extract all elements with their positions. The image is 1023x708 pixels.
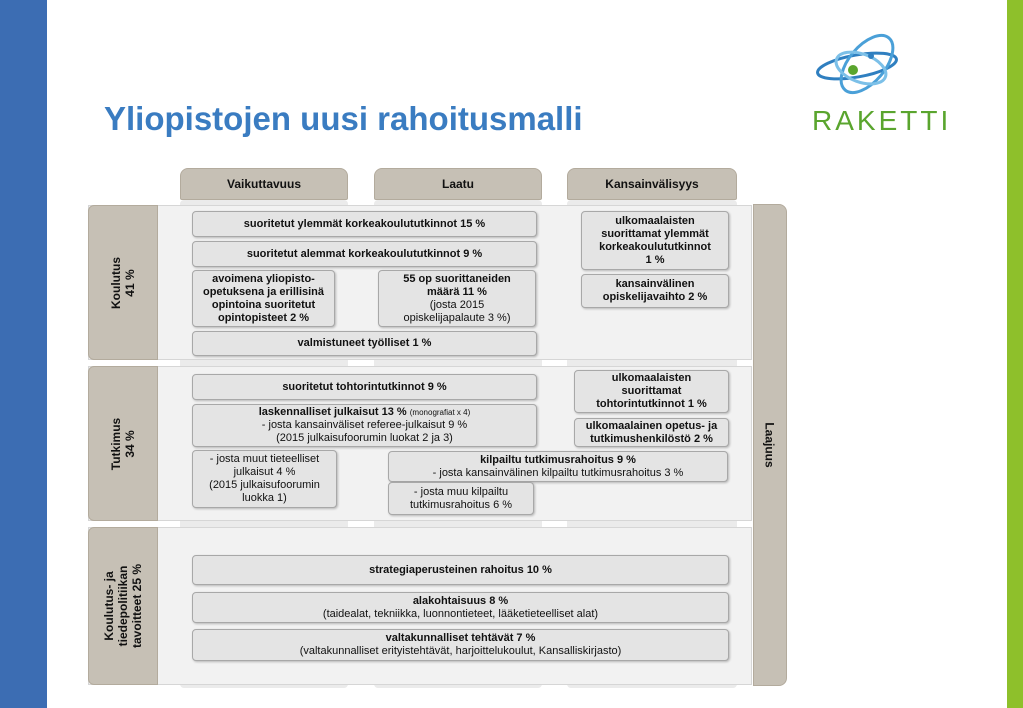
row-label-tutkimus bbox=[88, 366, 158, 521]
box-55op-l2: määrä 11 % bbox=[427, 285, 487, 298]
box-alemmat-text: suoritetut alemmat korkeakoulututkinnot 9 % bbox=[246, 247, 483, 260]
column-header-laatu: Laatu bbox=[374, 168, 542, 200]
box-julkaisut-l1-small: (monografiat x 4) bbox=[409, 408, 471, 417]
box-strategia-text: strategiaperusteinen rahoitus 10 % bbox=[369, 563, 552, 576]
row-label-koulutus-line1: Koulutus bbox=[109, 256, 123, 309]
logo-text: RAKETTI bbox=[812, 105, 952, 136]
box-ulk-tohtori-l2: suorittamat bbox=[621, 385, 682, 397]
box-valtak-l2: (valtakunnalliset erityistehtävät, harjoittelukoulut, Kansalliskirjasto) bbox=[299, 645, 622, 657]
box-tyolliset-text: valmistuneet työlliset 1 % bbox=[297, 337, 432, 349]
laajuus-label: Laajuus bbox=[763, 422, 778, 468]
box-ulk-ylemmat-l2: suorittamat ylemmät bbox=[601, 227, 709, 240]
row-label-koulutus-line2: 41 % bbox=[123, 268, 137, 297]
page-title: Yliopistojen uusi rahoitusmalli bbox=[104, 100, 583, 137]
box-kilpailtu-l1: kilpailtu tutkimusrahoitus 9 % bbox=[480, 453, 636, 466]
box-ulk-ylemmat-l4: 1 % bbox=[645, 253, 665, 266]
box-vaihto-l2: opiskelijavaihto 2 % bbox=[602, 291, 708, 303]
box-julkaisut-l3: (2015 julkaisufoorumin luokat 2 ja 3) bbox=[276, 432, 453, 444]
box-ulk-tohtori bbox=[574, 370, 729, 413]
box-55op-l4: opiskelijapalaute 3 %) bbox=[403, 311, 511, 324]
row-label-politiikka-line2: tiedepolitiikan bbox=[116, 565, 130, 647]
box-muu-kilp-l1: - josta muu kilpailtu bbox=[413, 485, 509, 498]
box-55op-l3: (josta 2015 bbox=[429, 298, 485, 311]
box-muut-julk-l3: (2015 julkaisufoorumin bbox=[209, 479, 320, 491]
box-tohtori bbox=[192, 374, 537, 400]
box-avoin-opetus bbox=[192, 270, 335, 327]
box-ulk-henk-l1: ulkomaalainen opetus- ja bbox=[585, 419, 718, 432]
box-avoin-l3: opintoina suoritetut bbox=[211, 298, 316, 311]
box-vaihto bbox=[581, 274, 729, 308]
box-ulk-ylemmat bbox=[581, 211, 729, 270]
box-julkaisut-l2: - josta kansainväliset referee-julkaisut 9 % bbox=[261, 419, 468, 431]
laajuus-tab bbox=[753, 204, 787, 686]
row-label-politiikka bbox=[88, 527, 158, 685]
box-muut-julk-l4: luokka 1) bbox=[242, 492, 287, 504]
box-muut-julk-l2: julkaisut 4 % bbox=[233, 466, 296, 478]
box-55op bbox=[378, 270, 536, 327]
box-valtak-l1: valtakunnalliset tehtävät 7 % bbox=[385, 632, 536, 644]
row-label-politiikka-line3: tavoitteet 25 % bbox=[130, 563, 144, 649]
row-label-tutkimus-line1: Tutkimus bbox=[108, 417, 123, 470]
box-ulk-ylemmat-l1: ulkomaalaisten bbox=[615, 214, 695, 227]
box-muut-julkaisut bbox=[192, 450, 337, 508]
box-strategia bbox=[192, 555, 729, 585]
box-avoin-l1: avoimena yliopisto- bbox=[212, 272, 315, 285]
column-header-vaikuttavuus: Vaikuttavuus bbox=[180, 168, 348, 200]
box-muut-julk-l1: - josta muut tieteelliset bbox=[209, 453, 320, 465]
box-alakohtaisuus bbox=[192, 592, 729, 623]
box-avoin-l2: opetuksena ja erillisinä bbox=[202, 285, 325, 298]
box-ylemmat-tutkinnot bbox=[192, 211, 537, 237]
box-ala-l2: (taidealat, tekniikka, luonnontieteet, lääketieteelliset alat) bbox=[322, 607, 599, 620]
box-julkaisut-l1: laskennalliset julkaisut 13 % bbox=[258, 406, 410, 418]
box-valtakunnalliset bbox=[192, 629, 729, 661]
box-ulk-tohtori-l3: tohtorintutkinnot 1 % bbox=[596, 398, 707, 410]
box-ulk-henkilosto bbox=[574, 418, 729, 447]
box-muu-kilpailtu bbox=[388, 482, 534, 515]
box-kilpailtu-l2: - josta kansainvälinen kilpailtu tutkimusrahoitus 3 % bbox=[432, 466, 684, 479]
box-vaihto-l1: kansainvälinen bbox=[615, 278, 695, 290]
box-alemmat-tutkinnot bbox=[192, 241, 537, 267]
box-muu-kilp-l2: tutkimusrahoitus 6 % bbox=[409, 498, 513, 511]
box-julkaisut bbox=[192, 404, 537, 447]
box-ulk-tohtori-l1: ulkomaalaisten bbox=[611, 372, 692, 384]
row-label-koulutus bbox=[88, 205, 158, 360]
box-tohtori-text: suoritetut tohtorintutkinnot 9 % bbox=[282, 380, 447, 393]
box-kilpailtu bbox=[388, 451, 728, 482]
box-ulk-ylemmat-l3: korkeakoulututkinnot bbox=[599, 240, 711, 253]
raketti-logo-icon bbox=[805, 28, 990, 108]
row-label-politiikka-line1: Koulutus- ja bbox=[102, 571, 116, 641]
box-ylemmat-text: suoritetut ylemmät korkeakoulututkinnot 15 % bbox=[243, 217, 486, 230]
box-ala-l1: alakohtaisuus 8 % bbox=[412, 594, 509, 607]
box-ulk-henk-l2: tutkimushenkilöstö 2 % bbox=[590, 432, 713, 445]
column-header-kansainvalisyys: Kansainvälisyys bbox=[567, 168, 737, 200]
box-avoin-l4: opintopisteet 2 % bbox=[217, 311, 310, 324]
left-accent-bar bbox=[0, 0, 47, 708]
right-accent-bar bbox=[1007, 0, 1023, 708]
row-label-tutkimus-line2: 34 % bbox=[122, 429, 137, 458]
box-55op-l1: 55 op suorittaneiden bbox=[403, 272, 511, 285]
box-tyolliset bbox=[192, 331, 537, 356]
